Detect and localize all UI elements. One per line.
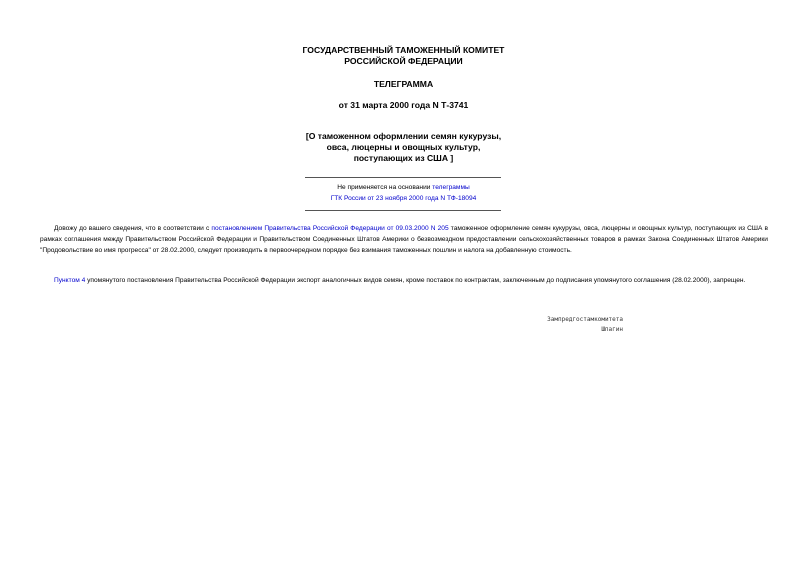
- para2-suffix: упомянутого постановления Правительства Российской Федерации экспорт аналогичных видов семян, кроме поставок по контрактам, заключенным до подписания упомянутого соглашения (28.02.2000), запрещен.: [85, 277, 746, 284]
- para1-prefix: Довожу до вашего сведения, что в соответствии с: [54, 225, 212, 232]
- body-paragraph-2: [40, 275, 768, 286]
- body-paragraph-1: [40, 223, 768, 256]
- status-note-line1: [0, 182, 807, 193]
- document-type: ТЕЛЕГРАММА: [373, 79, 434, 89]
- issuer-title-line1: ГОСУДАРСТВЕННЫЙ ТАМОЖЕННЫЙ КОМИТЕТ: [302, 45, 505, 55]
- subject-line3: поступающих из США ]: [353, 153, 454, 163]
- resolution-link[interactable]: постановлением Правительства Российской Федерации от 09.03.2000 N 205: [211, 225, 449, 232]
- subject-line1: [О таможенном оформлении семян кукурузы,: [305, 131, 502, 141]
- status-note-link-gtk[interactable]: ГТК России от 23 ноября 2000 года N ТФ-18094: [330, 195, 477, 202]
- issuer-title-line2: РОССИЙСКОЙ ФЕДЕРАЦИИ: [344, 56, 463, 66]
- status-divider-top: [305, 177, 501, 178]
- signature-block: [500, 315, 623, 335]
- status-divider-bottom: [305, 210, 501, 211]
- signature-name: Шпагин: [601, 326, 623, 333]
- para1-suffix: таможенное оформление семян кукурузы, овса, люцерны и овощных культур, поступающих из США в рамках соглашения между Правительством Российской Федерации и Правительством Соединенных Штатов Америки о безвозмездном предоставлении сельскохозяйственных товаров в рамках Закона Соединенных Штатов Америки "Продовольствие во имя прогресса" от 28.02.2000, следует производить в первоочередном порядке без взимания таможенных пошлин и налога на добавленную стоимость.: [40, 225, 768, 254]
- document-date-number: от 31 марта 2000 года N Т-3741: [338, 100, 469, 110]
- signature-position: Зампредгостамкомитета: [547, 316, 623, 323]
- status-note-line2: [0, 193, 807, 204]
- status-note: [0, 182, 807, 204]
- document-subject: [0, 131, 807, 164]
- subject-line2: овса, люцерны и овощных культур,: [326, 142, 481, 152]
- status-note-prefix: Не применяется на основании: [337, 184, 433, 191]
- issuer-title: [0, 45, 807, 67]
- clause-4-link[interactable]: Пунктом 4: [54, 277, 86, 284]
- status-note-link-telegram[interactable]: телеграммы: [432, 184, 470, 191]
